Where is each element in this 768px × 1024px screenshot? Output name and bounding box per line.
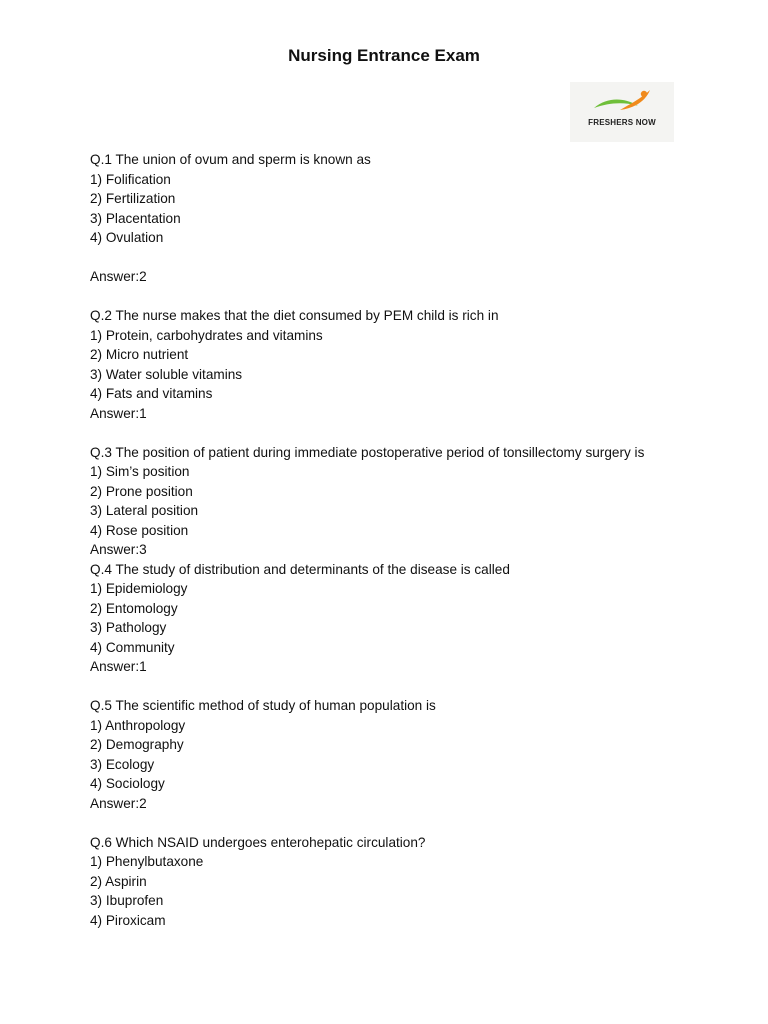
- freshers-now-logo: [570, 82, 674, 142]
- answer: Answer:1: [90, 405, 147, 421]
- question-text: Q.2 The nurse makes that the diet consumed by PEM child is rich in: [90, 308, 499, 323]
- option: 3) Ibuprofen: [90, 893, 164, 908]
- option: 2) Micro nutrient: [90, 347, 189, 362]
- option: 3) Placentation: [90, 210, 181, 226]
- answer: Answer:1: [90, 659, 147, 674]
- option: 1) Epidemiology: [90, 581, 188, 596]
- answer: Answer:2: [90, 795, 147, 811]
- option: 3) Water soluble vitamins: [90, 366, 243, 382]
- option: 1) Folification: [90, 171, 171, 187]
- option: 2) Demography: [90, 737, 184, 752]
- question-list: [90, 150, 730, 930]
- option: 4) Ovulation: [90, 230, 164, 245]
- option: 4) Fats and vitamins: [90, 386, 213, 401]
- question-text: Q.4 The study of distribution and determinants of the disease is called: [90, 561, 510, 577]
- question-text: Q.6 Which NSAID undergoes enterohepatic circulation?: [90, 834, 426, 850]
- option: 2) Prone position: [90, 483, 193, 499]
- logo-text: FRESHERS NOW: [588, 118, 656, 127]
- option: 1) Phenylbutaxone: [90, 854, 204, 869]
- option: 3) Pathology: [90, 620, 167, 635]
- option: 4) Sociology: [90, 776, 165, 791]
- option: 2) Fertilization: [90, 191, 176, 206]
- question-text: Q.5 The scientific method of study of human population is: [90, 698, 436, 713]
- option: 1) Anthropology: [90, 717, 186, 733]
- question-text: Q.1 The union of ovum and sperm is known as: [90, 152, 371, 167]
- option: 1) Protein, carbohydrates and vitamins: [90, 327, 323, 343]
- option: 2) Entomology: [90, 600, 178, 616]
- option: 4) Community: [90, 639, 175, 655]
- answer: Answer:3: [90, 542, 147, 557]
- logo-swoosh-icon: [590, 88, 654, 118]
- option: 4) Piroxicam: [90, 912, 166, 928]
- question-text: Q.3 The position of patient during immediate postoperative period of tonsillectomy surgery is: [90, 444, 645, 460]
- option: 3) Lateral position: [90, 503, 199, 518]
- option: 1) Sim’s position: [90, 464, 190, 479]
- answer: Answer:2: [90, 269, 147, 284]
- option: 4) Rose position: [90, 522, 189, 538]
- document-title: Nursing Entrance Exam: [288, 46, 480, 65]
- option: 3) Ecology: [90, 756, 155, 772]
- option: 2) Aspirin: [90, 873, 147, 889]
